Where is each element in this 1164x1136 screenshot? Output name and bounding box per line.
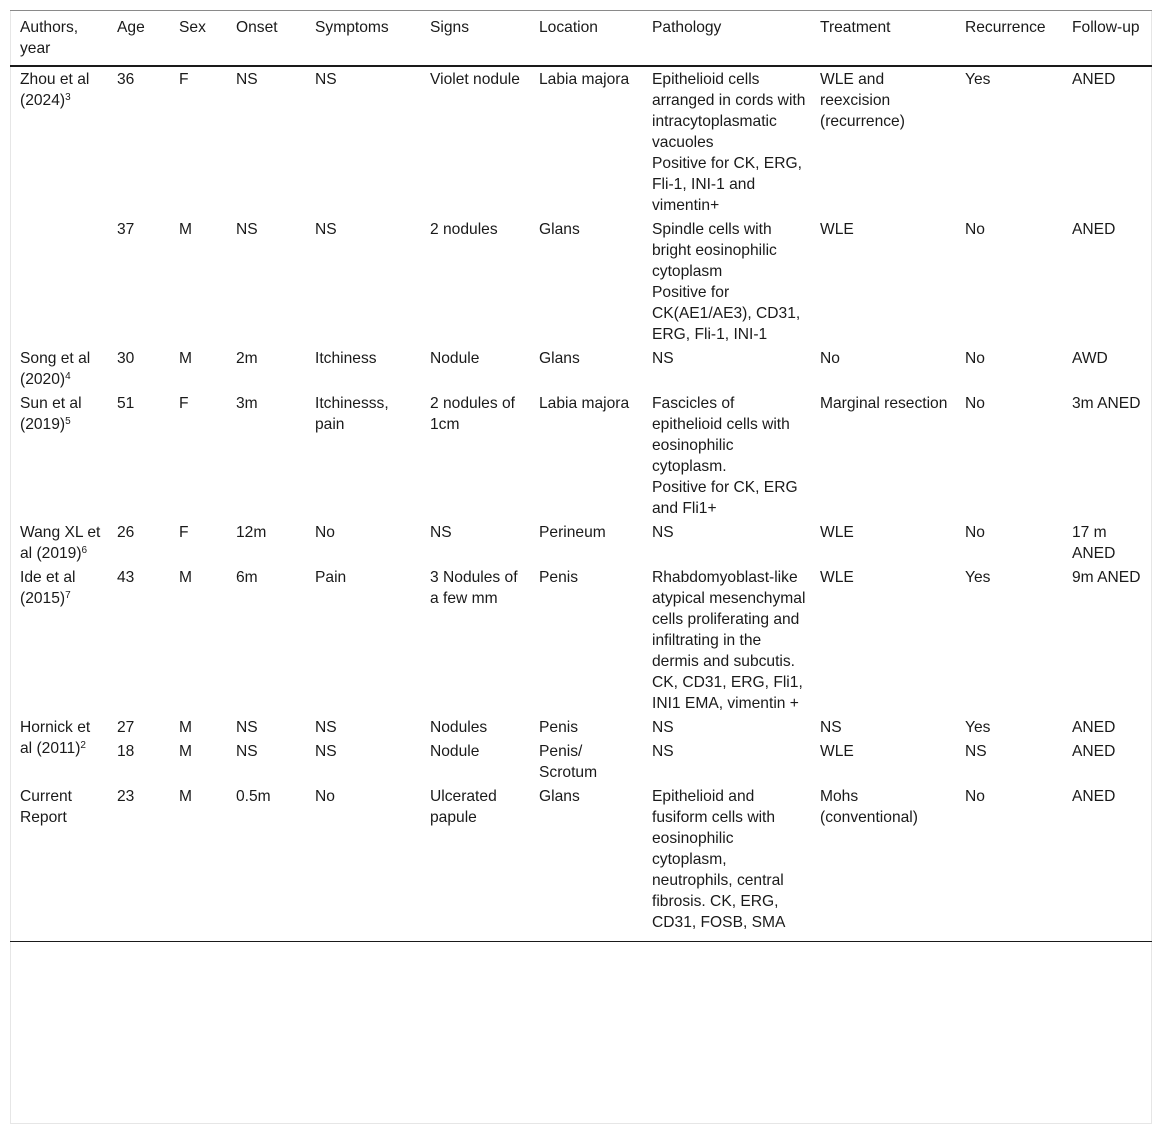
cell-treatment: WLE <box>820 743 854 760</box>
cell-onset: NS <box>236 743 258 760</box>
cell-sex: F <box>179 524 189 541</box>
cell-location: Labia majora <box>539 395 630 412</box>
reference-number: 2 <box>80 740 86 751</box>
cell-symptoms: Itchinesss, pain <box>315 395 389 433</box>
table-row <box>10 715 1152 739</box>
cell-followup: 17 m ANED <box>1072 524 1116 562</box>
cell-signs: Nodule <box>430 350 480 367</box>
table-row <box>10 217 1152 346</box>
cell-treatment: No <box>820 350 840 367</box>
authors-text: Sun et al (2019) <box>20 395 82 433</box>
cell-pathology <box>642 784 810 942</box>
case-table <box>10 10 1152 942</box>
cell-sex: F <box>179 71 189 88</box>
cell-sex: M <box>179 569 192 586</box>
authors-text: Zhou et al (2024) <box>20 71 90 109</box>
cell-sex: M <box>179 743 192 760</box>
cell-authors <box>10 565 107 715</box>
pathology-paragraph: NS <box>652 350 674 367</box>
cell-recurrence: NS <box>965 743 987 760</box>
cell-treatment: NS <box>820 719 842 736</box>
cell-age: 26 <box>117 524 135 541</box>
authors-text: Ide et al (2015) <box>20 569 76 607</box>
cell-followup: ANED <box>1072 221 1116 238</box>
column-header: Follow-up <box>1062 11 1152 67</box>
table-row <box>10 391 1152 520</box>
pathology-paragraph: Epithelioid cells arranged in cords with intracytoplasmatic vacuoles <box>652 71 806 151</box>
cell-followup: 9m ANED <box>1072 569 1141 586</box>
reference-number: 5 <box>65 416 71 427</box>
cell-symptoms: Pain <box>315 569 347 586</box>
cell-symptoms: NS <box>315 221 337 238</box>
column-header: Sex <box>169 11 226 67</box>
cell-age: 36 <box>117 71 135 88</box>
cell-onset: 3m <box>236 395 258 412</box>
cell-pathology <box>642 520 810 565</box>
cell-followup: ANED <box>1072 743 1116 760</box>
cell-recurrence: Yes <box>965 569 991 586</box>
reference-number: 4 <box>65 371 71 382</box>
cell-onset: 2m <box>236 350 258 367</box>
cell-pathology <box>642 346 810 391</box>
cell-age: 37 <box>117 221 135 238</box>
cell-recurrence: No <box>955 784 1062 942</box>
cell-symptoms: No <box>305 784 420 942</box>
cell-signs: NS <box>430 524 452 541</box>
cell-onset: NS <box>236 221 258 238</box>
cell-signs: 2 nodules of 1cm <box>430 395 515 433</box>
cell-age: 43 <box>117 569 135 586</box>
cell-treatment: WLE <box>820 569 854 586</box>
cell-symptoms: No <box>315 524 335 541</box>
cell-authors <box>10 784 107 942</box>
cell-symptoms: NS <box>315 71 337 88</box>
reference-number: 6 <box>81 545 88 556</box>
cell-location: Perineum <box>539 524 606 541</box>
cell-followup: 3m ANED <box>1072 395 1141 412</box>
pathology-paragraph: Spindle cells with bright eosinophilic cytoplasm <box>652 221 777 280</box>
pathology-paragraph: Positive for CK, ERG and Fli1+ <box>652 479 798 517</box>
cell-followup: ANED <box>1072 71 1116 88</box>
cell-recurrence: No <box>965 350 985 367</box>
cell-followup: AWD <box>1072 350 1108 367</box>
cell-age: 23 <box>107 784 169 942</box>
cell-treatment: Marginal resection <box>820 395 948 412</box>
cell-pathology <box>642 217 810 346</box>
cell-age: 18 <box>117 743 135 760</box>
cell-symptoms: NS <box>315 719 337 736</box>
cell-location: Penis <box>539 719 579 736</box>
authors-text: Wang XL et al (2019) <box>20 524 101 562</box>
table-row <box>10 565 1152 715</box>
cell-recurrence: No <box>965 524 985 541</box>
cell-treatment: WLE <box>820 524 854 541</box>
reference-number: 3 <box>65 92 71 103</box>
cell-authors <box>10 66 107 217</box>
cell-pathology <box>642 66 810 217</box>
cell-authors <box>10 346 107 391</box>
column-header: Symptoms <box>305 11 420 67</box>
cell-location: Labia majora <box>539 71 630 88</box>
pathology-paragraph: NS <box>652 743 674 760</box>
column-header: Treatment <box>810 11 955 67</box>
column-header: Pathology <box>642 11 810 67</box>
cell-location: Glans <box>539 221 580 238</box>
pathology-paragraph: Fascicles of epithelioid cells with eosinophilic cytoplasm. <box>652 395 790 475</box>
cell-authors <box>10 217 107 346</box>
cell-age: 27 <box>117 719 135 736</box>
column-header: Onset <box>226 11 305 67</box>
table-row <box>10 520 1152 565</box>
pathology-paragraph: Rhabdomyoblast-like atypical mesenchymal cells proliferating and infiltrating in the dermis and subcutis. CK, CD31, ERG, Fli1, INI1 EMA, vimentin + <box>652 569 806 712</box>
column-header: Authors, year <box>10 11 107 67</box>
cell-onset: 6m <box>236 569 258 586</box>
cell-sex: M <box>179 221 192 238</box>
table-row <box>10 346 1152 391</box>
cell-pathology <box>642 739 810 784</box>
cell-location: Glans <box>539 350 580 367</box>
reference-number: 7 <box>65 590 71 601</box>
cell-recurrence: No <box>965 221 985 238</box>
cell-treatment: WLE and reexcision (recurrence) <box>820 71 905 130</box>
cell-signs: Nodule <box>430 743 480 760</box>
cell-signs: 2 nodules <box>430 221 498 238</box>
cell-pathology <box>642 715 810 739</box>
cell-treatment: WLE <box>820 221 854 238</box>
cell-pathology <box>642 391 810 520</box>
table-row <box>10 784 1152 942</box>
cell-signs: Violet nodule <box>430 71 520 88</box>
column-header: Recurrence <box>955 11 1062 67</box>
cell-authors <box>10 715 107 784</box>
authors-text: Hornick et al (2011) <box>20 719 91 757</box>
cell-sex: F <box>179 395 189 412</box>
cell-signs: Nodules <box>430 719 488 736</box>
header-row <box>10 11 1152 67</box>
cell-treatment: Mohs (conventional) <box>810 784 955 942</box>
cell-symptoms: Itchiness <box>315 350 377 367</box>
cell-pathology <box>642 565 810 715</box>
cell-location: Glans <box>529 784 642 942</box>
cell-followup: ANED <box>1072 719 1116 736</box>
cell-signs: Ulcerated papule <box>420 784 529 942</box>
cell-followup: ANED <box>1062 784 1152 942</box>
cell-recurrence: Yes <box>965 719 991 736</box>
cell-sex: M <box>169 784 226 942</box>
authors-text: Song et al (2020) <box>20 350 91 388</box>
column-header: Location <box>529 11 642 67</box>
cell-location: Penis <box>539 569 579 586</box>
cell-signs: 3 Nodules of a few mm <box>430 569 518 607</box>
cell-location: Penis/ Scrotum <box>539 743 598 781</box>
column-header: Signs <box>420 11 529 67</box>
cell-sex: M <box>179 350 192 367</box>
pathology-paragraph: Positive for CK, ERG, Fli-1, INI-1 and vimentin+ <box>652 155 802 214</box>
authors-text: Current Report <box>20 788 72 826</box>
cell-sex: M <box>179 719 192 736</box>
column-header: Age <box>107 11 169 67</box>
table-body <box>10 66 1152 942</box>
table-row <box>10 739 1152 784</box>
cell-authors <box>10 391 107 520</box>
cell-onset: NS <box>236 71 258 88</box>
pathology-paragraph: Positive for CK(AE1/AE3), CD31, ERG, Fli-1, INI-1 <box>652 284 801 343</box>
pathology-paragraph: NS <box>652 524 674 541</box>
cell-authors <box>10 520 107 565</box>
cell-age: 51 <box>117 395 135 412</box>
cell-recurrence: No <box>965 395 985 412</box>
cell-symptoms: NS <box>315 743 337 760</box>
cell-recurrence: Yes <box>965 71 991 88</box>
table-row <box>10 66 1152 217</box>
cell-age: 30 <box>117 350 135 367</box>
pathology-paragraph: NS <box>652 719 674 736</box>
cell-onset: 0.5m <box>226 784 305 942</box>
pathology-paragraph: Epithelioid and fusiform cells with eosinophilic cytoplasm, neutrophils, central fibrosis. CK, ERG, CD31, FOSB, SMA <box>652 788 786 931</box>
cell-onset: 12m <box>236 524 267 541</box>
cell-onset: NS <box>236 719 258 736</box>
